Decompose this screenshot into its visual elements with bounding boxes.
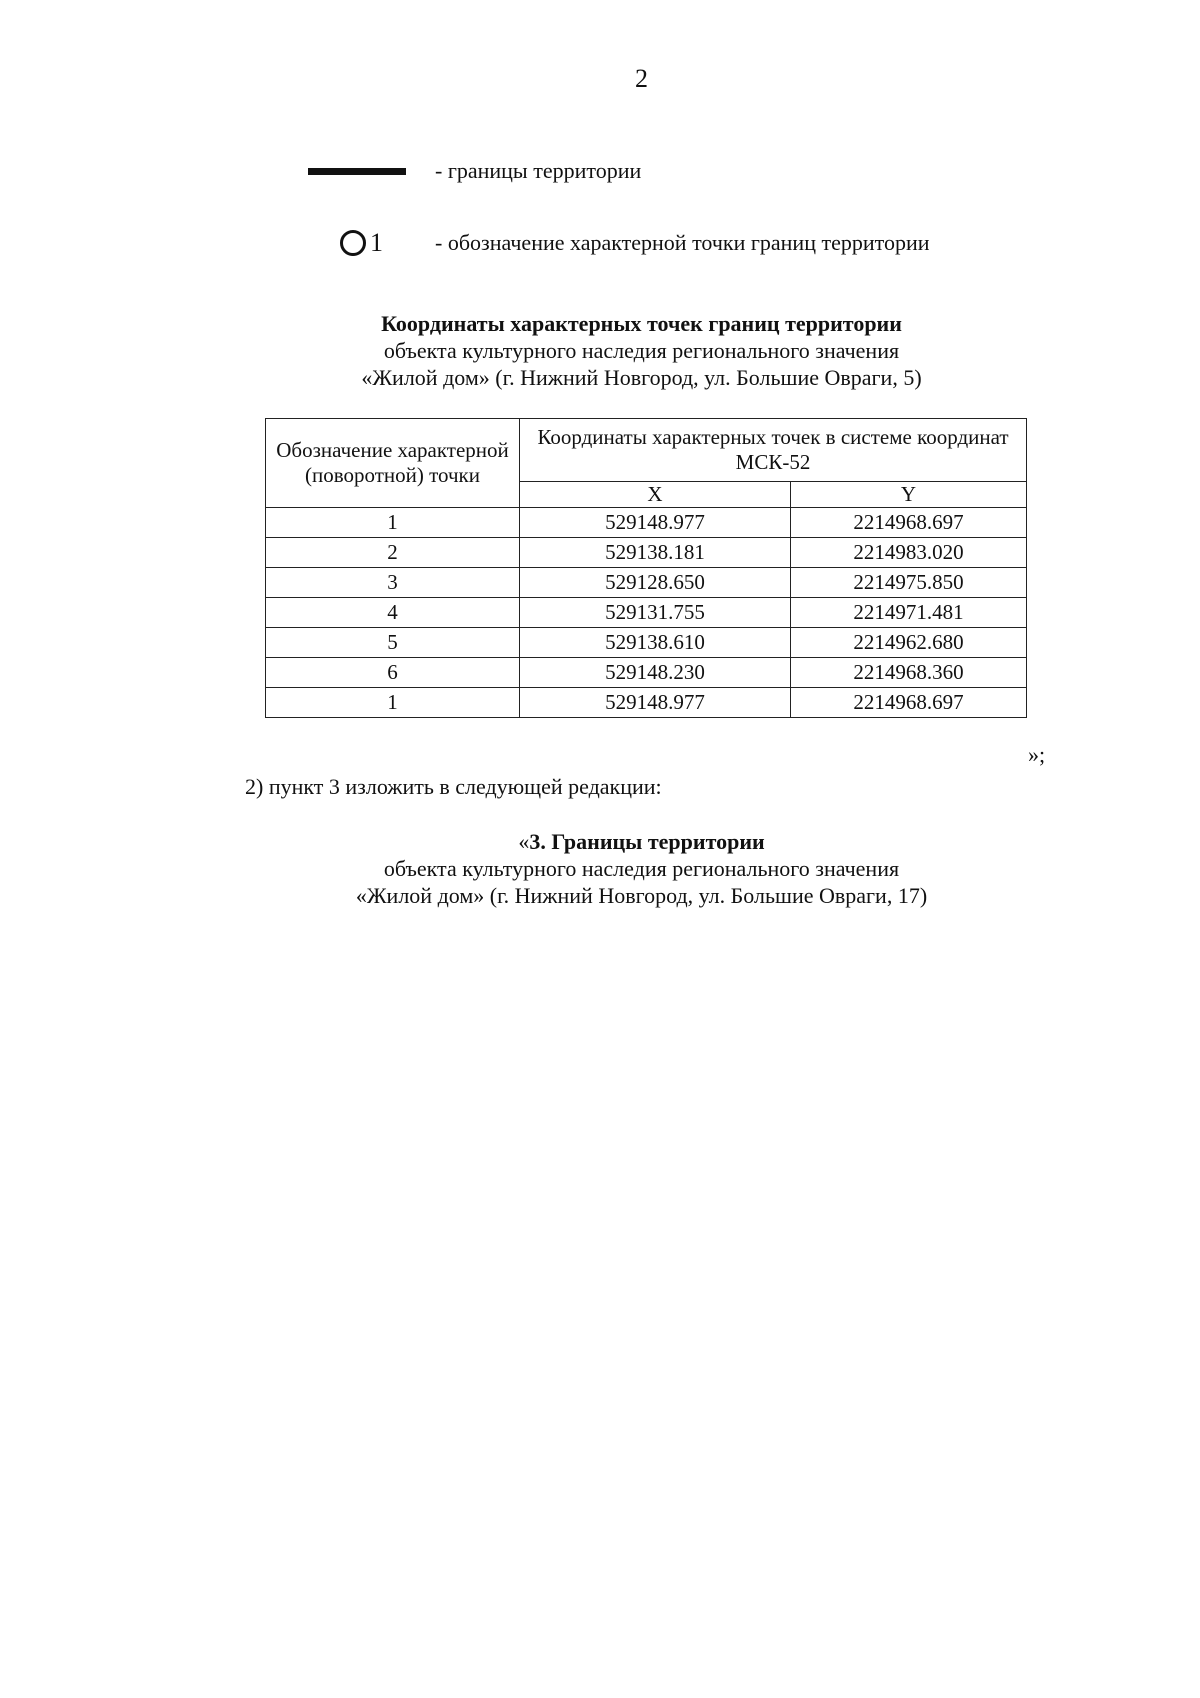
cell-x: 529148.977: [520, 688, 791, 718]
section-subtitle: объекта культурного наследия регионального значения: [383, 856, 900, 881]
circle-icon: [340, 230, 366, 256]
legend-boundary: [300, 158, 641, 184]
cell-x: 529131.755: [520, 598, 791, 628]
cell-point: 4: [266, 598, 520, 628]
table-row: [266, 598, 1027, 628]
section-title: 3. Границы территории: [529, 829, 765, 854]
cell-x: 529148.230: [520, 658, 791, 688]
table-row: [266, 628, 1027, 658]
cell-y: 2214983.020: [791, 538, 1027, 568]
table-row: [266, 508, 1027, 538]
header-coordinates: Координаты характерных точек в системе координат МСК-52: [520, 419, 1027, 482]
table-row: [266, 538, 1027, 568]
section-object: «Жилой дом» (г. Нижний Новгород, ул. Большие Овраги, 17): [355, 883, 928, 908]
table-row: [266, 658, 1027, 688]
cell-y: 2214971.481: [791, 598, 1027, 628]
page-number: 2: [635, 64, 648, 93]
coordinates-table: [265, 418, 1027, 718]
point-marker-icon: [340, 230, 383, 256]
header-y: Y: [791, 482, 1027, 508]
header-point: Обозначение характерной (поворотной) точки: [266, 419, 520, 508]
cell-y: 2214968.360: [791, 658, 1027, 688]
cell-y: 2214962.680: [791, 628, 1027, 658]
coordinates-object: «Жилой дом» (г. Нижний Новгород, ул. Большие Овраги, 5): [361, 365, 922, 390]
cell-x: 529138.610: [520, 628, 791, 658]
cell-x: 529128.650: [520, 568, 791, 598]
section-heading: [0, 828, 1200, 909]
cell-point: 3: [266, 568, 520, 598]
cell-x: 529148.977: [520, 508, 791, 538]
cell-y: 2214968.697: [791, 508, 1027, 538]
cell-point: 1: [266, 688, 520, 718]
table-row: [266, 568, 1027, 598]
cell-y: 2214975.850: [791, 568, 1027, 598]
coordinates-heading: [0, 310, 1200, 391]
cell-point: 2: [266, 538, 520, 568]
cell-point: 1: [266, 508, 520, 538]
legend-boundary-text: - границы территории: [435, 158, 642, 183]
closing-quote: »;: [1028, 742, 1046, 767]
legend-point-text: - обозначение характерной точки границ территории: [435, 230, 930, 255]
cell-point: 6: [266, 658, 520, 688]
section-quote-open: «: [518, 829, 530, 854]
coordinates-subtitle: объекта культурного наследия регионального значения: [383, 338, 900, 363]
cell-y: 2214968.697: [791, 688, 1027, 718]
point-marker-number: 1: [370, 228, 383, 257]
boundary-line-icon: [308, 168, 406, 175]
amendment-paragraph: 2) пункт 3 изложить в следующей редакции:: [245, 774, 662, 799]
cell-x: 529138.181: [520, 538, 791, 568]
coordinates-title: Координаты характерных точек границ территории: [381, 311, 902, 336]
legend-point: [300, 230, 929, 256]
header-x: X: [520, 482, 791, 508]
cell-point: 5: [266, 628, 520, 658]
table-row: [266, 688, 1027, 718]
